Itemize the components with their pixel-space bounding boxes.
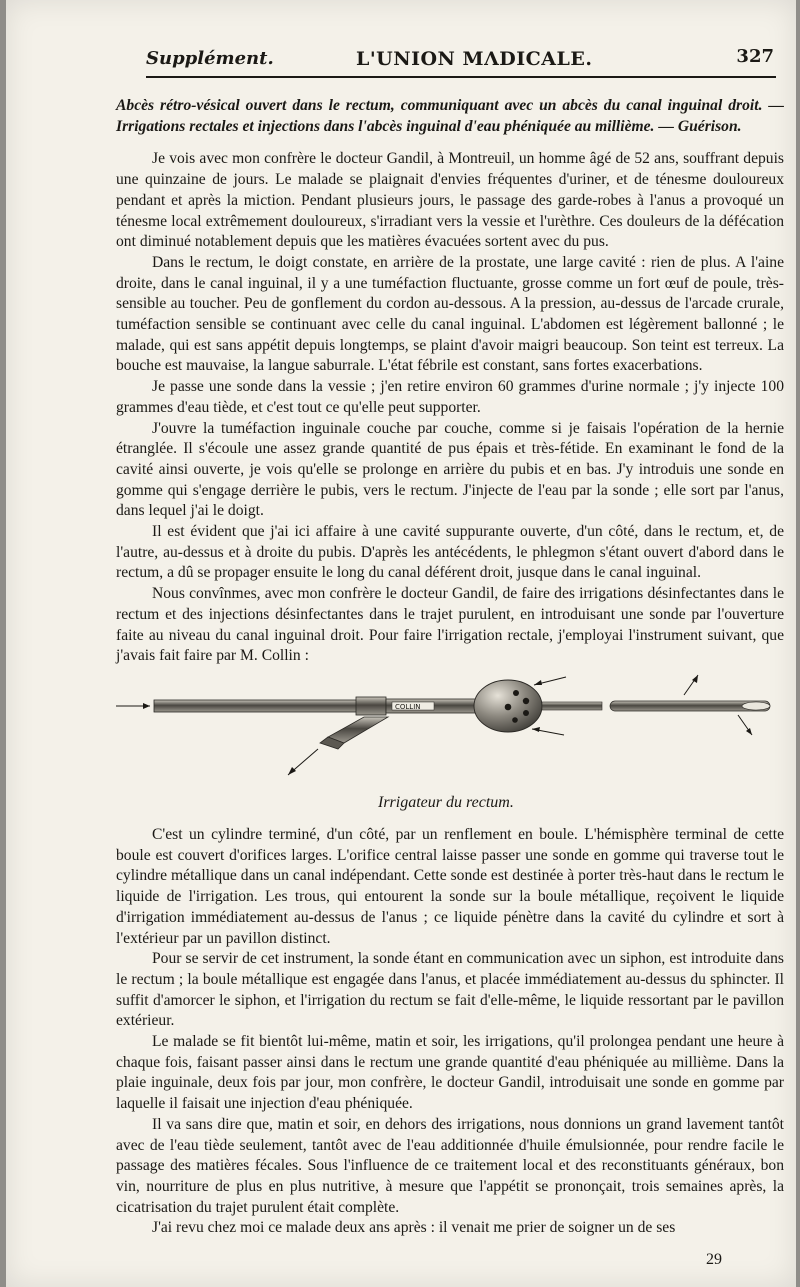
rectal-irrigator-illustration (116, 673, 784, 793)
paragraph: Nous convînmes, avec mon confrère le docteur Gandil, de faire des irrigations désinfectantes dans le rectum et des injections désinfectantes dans le trajet purulent, en introduisant une sonde par l'ouverture faite au niveau du canal inguinal droit. Pour faire l'irrigation rectale, j'employai l'instrument suivant, que j'avais fait faire par M. Collin : (116, 585, 784, 665)
paragraph: C'est un cylindre terminé, d'un côté, par un renflement en boule. L'hémisphère terminal de cette boule est couvert d'orifices larges. L'orifice central laisse passer une sonde en gomme qui traverse tout le cylindre métallique dans un canal indépendant. Cette sonde est destinée à porter très-haut dans le rectum le liquide de l'irrigation. Les trous, qui entourent la sonde sur la boule métallique, reçoivent le liquide d'irrigation immédiatement au-dessus de l'anus ; ce liquide pénètre dans la cavité du cylindre et sort à l'extérieur par un pavillon distinct. (116, 825, 784, 947)
paragraph: J'ouvre la tuméfaction inguinale couche par couche, comme si je faisais l'opération de la hernie étranglée. Il s'écoule une assez grande quantité de pus épais et très-fétide. En examinant le fond de la cavité ainsi ouverte, je vois qu'elle se prolonge en arrière du pubis et en bas. J'y introduis une sonde en gomme qui s'engage derrière le pubis, vers le rectum. J'injecte de l'eau par la sonde ; elle sort par l'anus, dans lequel j'ai le doigt. (116, 419, 784, 520)
article-title: Abcès rétro-vésical ouvert dans le rectum, communiquant avec un abcès du canal inguinal droit. — Irrigations rectales et injections dans l'abcès inguinal d'eau phéniquée au millième. — Guérison. (116, 97, 784, 135)
collin-maker-mark: COLLIN (395, 702, 421, 711)
page-number: 327 (736, 46, 774, 67)
figure-caption: Irrigateur du rectum. (378, 793, 514, 811)
signature-mark: 29 (706, 1251, 722, 1268)
paragraph: Il est évident que j'ai ici affaire à une cavité suppurante ouverte, d'un côté, dans le rectum, et, de l'autre, au-dessus et à droite du pubis. D'après les antécédents, le phlegmon s'étant ouvert d'abord dans le rectum, a dû se propager ensuite le long du canal déférent droit, jusque dans le canal inguinal. (116, 523, 784, 582)
paragraph: Le malade se fit bientôt lui-même, matin et soir, les irrigations, qu'il prolongea pendant une heure à chaque fois, faisant passer ainsi dans le rectum une grande quantité d'eau phéniquée au millième. Dans la plaie inguinale, deux fois par jour, mon confrère, le docteur Gandil, introduisait une sonde en gomme par laquelle il faisait une injection d'eau phéniquée. (116, 1033, 784, 1113)
journal-page (6, 0, 796, 1287)
instrument-figure (116, 673, 784, 825)
supplement-label: Supplément. (146, 48, 274, 69)
paragraph: Il va sans dire que, matin et soir, en dehors des irrigations, nous donnions un grand lavement tantôt avec de l'eau tiède seulement, tantôt avec de l'eau additionnée d'huile émulsionnée, pour rendre facile le passage des matières fécales. Sous l'influence de ce traitement local et des reconstituants généraux, bon vin, nourriture de plus en plus nutritive, à mesure que l'appétit se prononçait, trois semaines après, la cicatrisation du trajet purulent était complète. (116, 1115, 784, 1216)
paragraph: Je vois avec mon confrère le docteur Gandil, à Montreuil, un homme âgé de 52 ans, souffrant depuis une quinzaine de jours. Le malade se plaignait d'envies fréquentes d'uriner, et de ténesme douloureux pendant et après la miction. Pendant plusieurs jours, le passage des garde-robes à l'anus a provoqué un ténesme local extrêmement douloureux, s'irradiant vers la vessie et l'urèthre. Ces douleurs de la défécation ont diminué notablement depuis que les matières évacuées sortent avec du pus. (116, 150, 784, 251)
paragraph: J'ai revu chez moi ce malade deux ans après : il venait me prier de soigner un de ses (152, 1219, 676, 1237)
paragraph: Je passe une sonde dans la vessie ; j'en retire environ 60 grammes d'urine normale ; j'y injecte 100 grammes d'eau tiède, et c'est tout ce qu'elle peut supporter. (116, 378, 784, 416)
journal-title: L'UNION MɅDICALE. (356, 48, 593, 70)
running-header (146, 48, 776, 78)
article-body (116, 96, 784, 1239)
paragraph: Dans le rectum, le doigt constate, en arrière de la prostate, une large cavité : rien de plus. A l'aine droite, dans le canal inguinal, il y a une tuméfaction fluctuante, grosse comme un fort œuf de poule, très-sensible au toucher. Peu de gonflement du cordon au-dessous. A la pression, au-dessus de l'arcade crurale, tuméfaction sensible se continuant avec celle du canal inguinal. L'abdomen est légèrement ballonné ; le malade, qui est sans appétit depuis longtemps, se plaint d'avoir maigri beaucoup. Son teint est terreux. La bouche est mauvaise, la langue saburrale. L'état fébrile est constant, sans fortes exacerbations. (116, 253, 784, 375)
paragraph: Pour se servir de cet instrument, la sonde étant en communication avec un siphon, est introduite dans le rectum ; la boule métallique est engagée dans l'anus, et placée immédiatement au-dessus du sphincter. Il suffit d'amorcer le siphon, et l'irrigation du rectum se fait d'elle-même, le liquide ressortant par le pavillon extérieur. (116, 950, 784, 1030)
